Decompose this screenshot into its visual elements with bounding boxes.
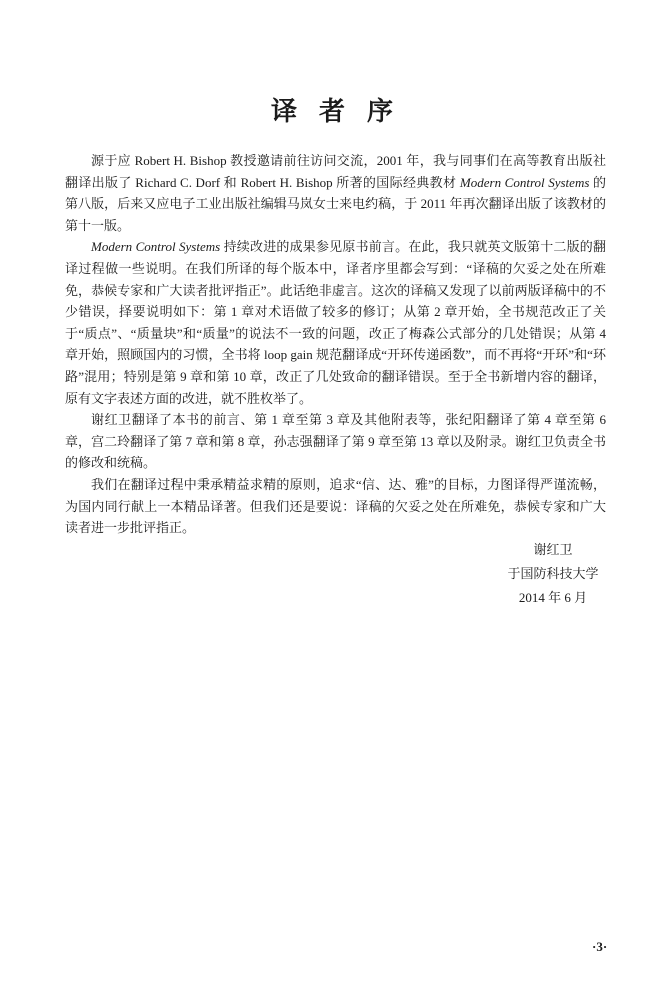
signature-block bbox=[498, 538, 608, 610]
paragraph-text: 谢红卫翻译了本书的前言、第 1 章至第 3 章及其他附表等，张纪阳翻译了第 4 章至第 6 章，宫二玲翻译了第 7 章和第 8 章，孙志强翻译了第 9 章至第 13 章以及附录。谢红卫负责全书的修改和统稿。 bbox=[65, 412, 606, 471]
signature-name: 谢红卫 bbox=[533, 542, 573, 557]
paragraph-3 bbox=[65, 409, 606, 474]
paragraph-4 bbox=[65, 474, 606, 539]
book-title-italic: Modern Control Systems bbox=[91, 239, 221, 255]
signature-affiliation: 于国防科技大学 bbox=[507, 566, 599, 581]
page-number: ·3· bbox=[592, 939, 608, 954]
paragraph-text: 的第八版，后来又应电子工业出版社编辑马岚女士来电约稿，于 2011 年再次翻译出版了该教材的第十一版。 bbox=[65, 174, 606, 233]
paragraph-2 bbox=[65, 236, 606, 409]
paragraph-text: 持续改进的成果参见原书前言。在此，我只就英文版第十二版的翻译过程做一些说明。在我们所译的每个版本中，译者序里都会写到：“译稿的欠妥之处在所难免，恭候专家和广大读者批评指正”。此话绝非虚言。这次的译稿又发现了以前两版译稿中的不少错误，择要说明如下：第 1 章对术语做了较多的修订；从第 2 章开始，全书规范改正了关于“质点”、“质量块”和“质量”的说法不一致的问题，改正了梅森公式部分的几处错误；从第 4 章开始，照顾国内的习惯，全书将 loop gain 规范翻译成“开环传递函数”，而不再将“开环”和“环路”混用；特别是第 9 章和第 10 章，改正了几处致命的翻译错误。至于全书新增内容的翻译，原有文字表述方面的改进，就不胜枚举了。 bbox=[65, 239, 606, 406]
book-title-italic: Modern Control Systems bbox=[459, 174, 590, 190]
signature-date: 2014 年 6 月 bbox=[518, 590, 588, 605]
paragraph-1 bbox=[65, 150, 606, 236]
page-title: 译者序 bbox=[270, 97, 415, 126]
paragraph-text: 我们在翻译过程中秉承精益求精的原则，追求“信、达、雅”的目标，力图译得严谨流畅，为国内同行献上一本精品译著。但我们还是要说：译稿的欠妥之处在所难免，恭候专家和广大读者进一步批评指正。 bbox=[65, 476, 606, 536]
preface-body bbox=[65, 150, 606, 539]
paragraph-text: 源于应 Robert H. Bishop 教授邀请前往访问交流，2001 年，我与同事们在高等教育出版社翻译出版了 Richard C. Dorf 和 Robert H. Bishop 所著的国际经典教材 bbox=[65, 153, 606, 190]
